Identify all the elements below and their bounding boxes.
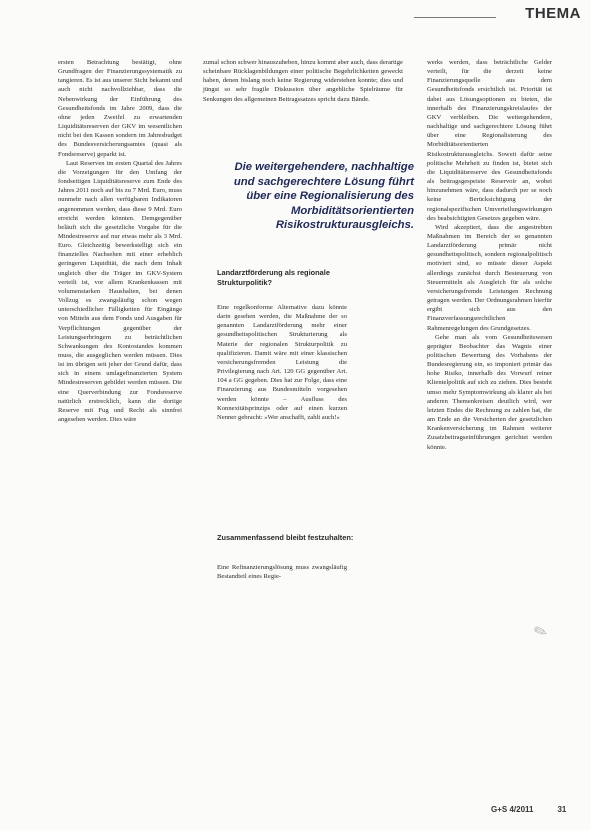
paragraph: werks werden, dass beträchtliche Gelder verteilt, für die derzeit keine Finanzierungsquelle aus dem Gesundheitsfonds ersichtlich ist. Priorität ist dabei aus Lösungsoptionen zu bieten, die innerhalb des Finanzierungskreislaufes der GKV verbleiben. Die weitergehendere, nachhaltige und sachgerechtere Lösung führt über eine Regionalisierung des Morbiditätsorientierten Risikostrukturausgleichs. Soweit dafür seine politische Mehrheit zu finden ist, bietet sich die Liquiditätsreserve des Gesundheitsfonds als beitragsgespeiste Reservoir an, wobei hinzunehmen wäre, dass dadurch per se noch keine Berücksichtigung der regionalspezifischen Umverteilungswirkungen des beabsichtigten Gesetzes gegeben wäre. (427, 59, 552, 222)
pen-mark-icon: ✎ (531, 622, 551, 643)
subheading-summary: Zusammenfassend bleibt festzuhalten: (217, 533, 354, 542)
subheading-landarzt: Landarztförderung als regionale Strukturpolitik? (217, 268, 330, 287)
pull-quote-line: Risikostrukturausgleichs. (275, 219, 414, 231)
text-column-middle-top: zumal schon schwer hinauszuheben, hinzu kommt aber auch, dass derartige scheinbare Rücklagenbildungen einer politische Begehrlichkeiten geweckt haben, denen bislang noch keine Regierung widerstehen konnte; dies und jüngst so sehr fragile Diskussion über angebliche Spielräume für Senkungen des allgemeinen Beitragssatzes spricht dazu Bände. (203, 59, 403, 103)
pull-quote-line: über eine Regionalisierung des (246, 190, 414, 202)
pull-quote-line: und sachgerechtere Lösung führt (233, 175, 414, 188)
paragraph: Wird akzeptiert, dass die angestrebten Maßnahmen im Bereich der so genannten Landarztförderung primär nicht gesundheitspolitisch, sondern regionalpolitisch motiviert sind, so müsste dieser Aspekt allerdings zunächst durch Besteuerung von Steuermitteln als Ausgleich für als solche versicherungsfremde Leistungen Rechnung getragen werden. Der Ordnungsrahmen hierfür ergibt sich aus den Finanzverfassungsrechtlichen Rahmenregelungen des Grundgesetzes. (427, 223, 552, 332)
paragraph: ersten Betrachtung bestätigt, ohne Grundfragen der Finanzierungssystematik zu tangieren. Es ist aus unserer Sicht bekannt und auch nicht nachvollziehbar, dass die Nebenwirkung der Einführung des Gesundheitsfonds im Jahre 2009, dass die ohne jeden Zweifel zu erwartenden Liquiditätsreserven der GKV im wesentlichen nicht bei den Kassen sondern im Jahresbudget des Bundesversicherungsamtes (quasi als Fondsreserve) geparkt ist. (58, 59, 182, 158)
paragraph: Laut Reserven im ersten Quartal des Jahres die Vorzeigungen für den Umfang der fondseitigen Liquiditätsreserve zum Ende des Jahres 2011 noch auf bis zu 7 Mrd. Euro, muss nunmehr nach allen verfügbaren Indikatoren angenommen werden, dass diese 9 Mrd. Euro erreicht werden könnten. Demgegenüber beläuft sich die gesetzliche Vorgabe für die Mindestreserve auf nur etwas mehr als 3 Mrd. Euro. Gleichzeitig bewerkstelligt sich ein finanzielles Nachsehen mit einer erheblich geringeren Liquidität, die nach dem Inhalt ungleich über die Träger im GKV-System verteilt ist, vor allem Krankenkassen mit volumenstarken Haushalten, bei denen Vollzug es zwangsläufig schon wegen unterschiedlicher Fälligkeiten für Eingänge von Mitteln aus dem Fonds und Ausgaben für Verpflichtungen gegenüber der Leistungserbringern zu beträchtlichen Schwankungen des Kontostandes kommen muss, die ausgeglichen werden müssen. Dies ist im übrigen seit jeher der Grund dafür, dass sich in einem umlagefinanzierten System Mindestreserven gebildet werden müssen. Die eine Querverbindung zur Fondsreserve natürlich erstrecklich, kann die dortige Reserve mit Fug und Recht als sinnfrei angesehen werden. Dies wäre (58, 159, 182, 424)
header-rule (414, 17, 496, 18)
text-column-left (58, 58, 182, 424)
page-number: 31 (557, 805, 567, 814)
text-column-right (427, 58, 552, 452)
pull-quote-line: Die weitergehendere, nachhaltige (234, 161, 414, 173)
text-column-middle-end: Eine Refinanzierungslösung muss zwangsläufig Bestandteil eines Regie- (217, 564, 347, 581)
page-footer (491, 805, 566, 814)
section-title: THEMA (525, 5, 581, 22)
pull-quote (172, 160, 414, 233)
paragraph: Eine regelkonforme Alternative dazu könnte darin gesehen werden, die Maßnahme der so genannten Landarztförderung mehr einer gesundheitspolitischen Strukturierung als Materie der regionalen Strukturpolitik zu qualifizieren. Damit wäre mit einer klassischen versicherungsfremden Leistung die Privilegierung nach Art. 120 GG gegenüber Art. 104 a GG gegeben. Dies hat zur Folge, dass eine Finanzierung aus Bundesmitteln vorgesehen werden könnte – Ausfluss des Konnexitätsprinzips oder auf einen kurzen Nenner gebracht: »Wer anschafft, zahlt auch!« (217, 304, 347, 421)
paragraph: Gehe man als vom Gesundheitswesen geprägter Beobachter das Wagnis einer politischen Bewertung des Vorhabens der Bundesregierung ein, so imponiert primär das hohe Risiko, innerhalb des Vorwurf reiner Klientelpolitik auf sich zu ziehen. Dies besteht umso mehr Symptomwirkung als klarer als bei anderen Themenkreisen deutlich wird, wer letzten Endes die Rechnung zu zahlen hat, die am Ende an die Versicherten der gesetzlichen Krankenversicherung im Rahmen weiterer Zusatzbeitragseinführungen gerichtet werden könnte. (427, 333, 552, 451)
pull-quote-line: Morbiditätsorientierten (290, 204, 414, 217)
text-column-middle-body (217, 303, 347, 422)
magazine-issue: G+S 4/2011 (491, 805, 534, 814)
